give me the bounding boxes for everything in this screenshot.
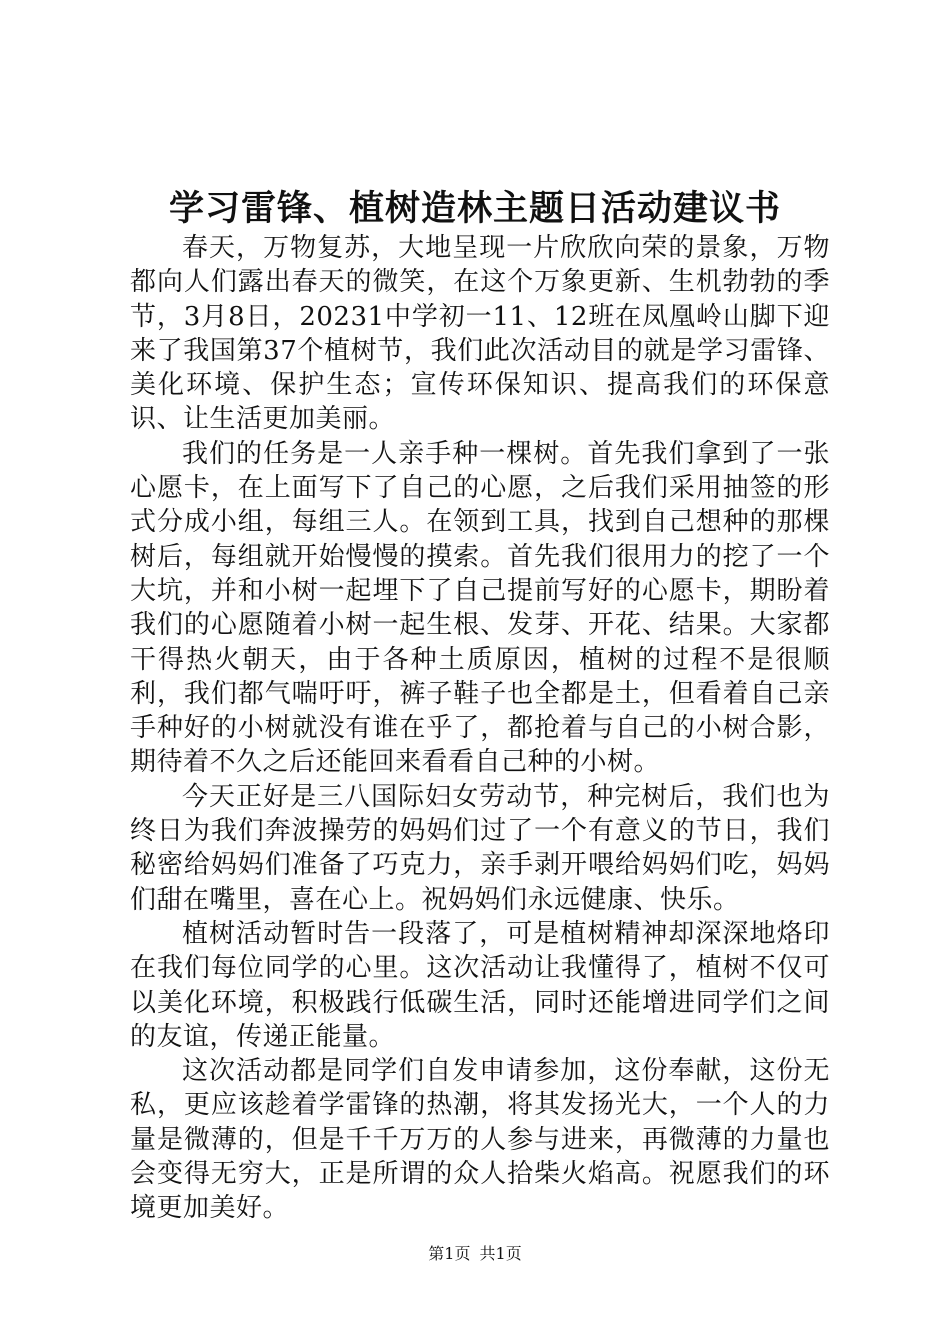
page-footer — [0, 1243, 950, 1265]
page-number-total: 共1页 — [479, 1244, 522, 1263]
paragraph-4: 植树活动暂时告一段落了，可是植树精神却深深地烙印在我们每位同学的心里。这次活动让我懂得了，植树不仅可以美化环境，积极践行低碳生活，同时还能增进同学们之间的友谊，传递正能量。 — [130, 918, 830, 1052]
paragraph-2: 我们的任务是一人亲手种一棵树。首先我们拿到了一张心愿卡，在上面写下了自己的心愿，之后我们采用抽签的形式分成小组，每组三人。在领到工具，找到自己想种的那棵树后，每组就开始慢慢的摸索。首先我们很用力的挖了一个大坑，并和小树一起埋下了自己提前写好的心愿卡，期盼着我们的心愿随着小树一起生根、发芽、开花、结果。大家都干得热火朝天，由于各种土质原因，植树的过程不是很顺利，我们都气喘吁吁，裤子鞋子也全都是土，但看着自己亲手种好的小树就没有谁在乎了，都抢着与自己的小树合影，期待着不久之后还能回来看看自己种的小树。 — [130, 438, 830, 778]
paragraph-1: 春天，万物复苏，大地呈现一片欣欣向荣的景象，万物都向人们露出春天的微笑，在这个万象更新、生机勃勃的季节，3月8日，20231中学初一11、12班在凤凰岭山脚下迎来了我国第37个植树节，我们此次活动目的就是学习雷锋、美化环境、保护生态；宣传环保知识、提高我们的环保意识、让生活更加美丽。 — [130, 233, 830, 435]
page-number-current: 第1页 — [428, 1244, 471, 1263]
document-title: 学习雷锋、植树造林主题日活动建议书 — [168, 188, 781, 229]
document-body — [130, 231, 830, 1226]
paragraph-3: 今天正好是三八国际妇女劳动节，种完树后，我们也为终日为我们奔波操劳的妈妈们过了一个有意义的节日，我们秘密给妈妈们准备了巧克力，亲手剥开喂给妈妈们吃，妈妈们甜在嘴里，喜在心上。祝妈妈们永远健康、快乐。 — [130, 781, 830, 915]
paragraph-5: 这次活动都是同学们自发申请参加，这份奉献，这份无私，更应该趁着学雷锋的热潮，将其发扬光大，一个人的力量是微薄的，但是千千万万的人参与进来，再微薄的力量也会变得无穷大，正是所谓的众人拾柴火焰高。祝愿我们的环境更加美好。 — [130, 1056, 830, 1224]
